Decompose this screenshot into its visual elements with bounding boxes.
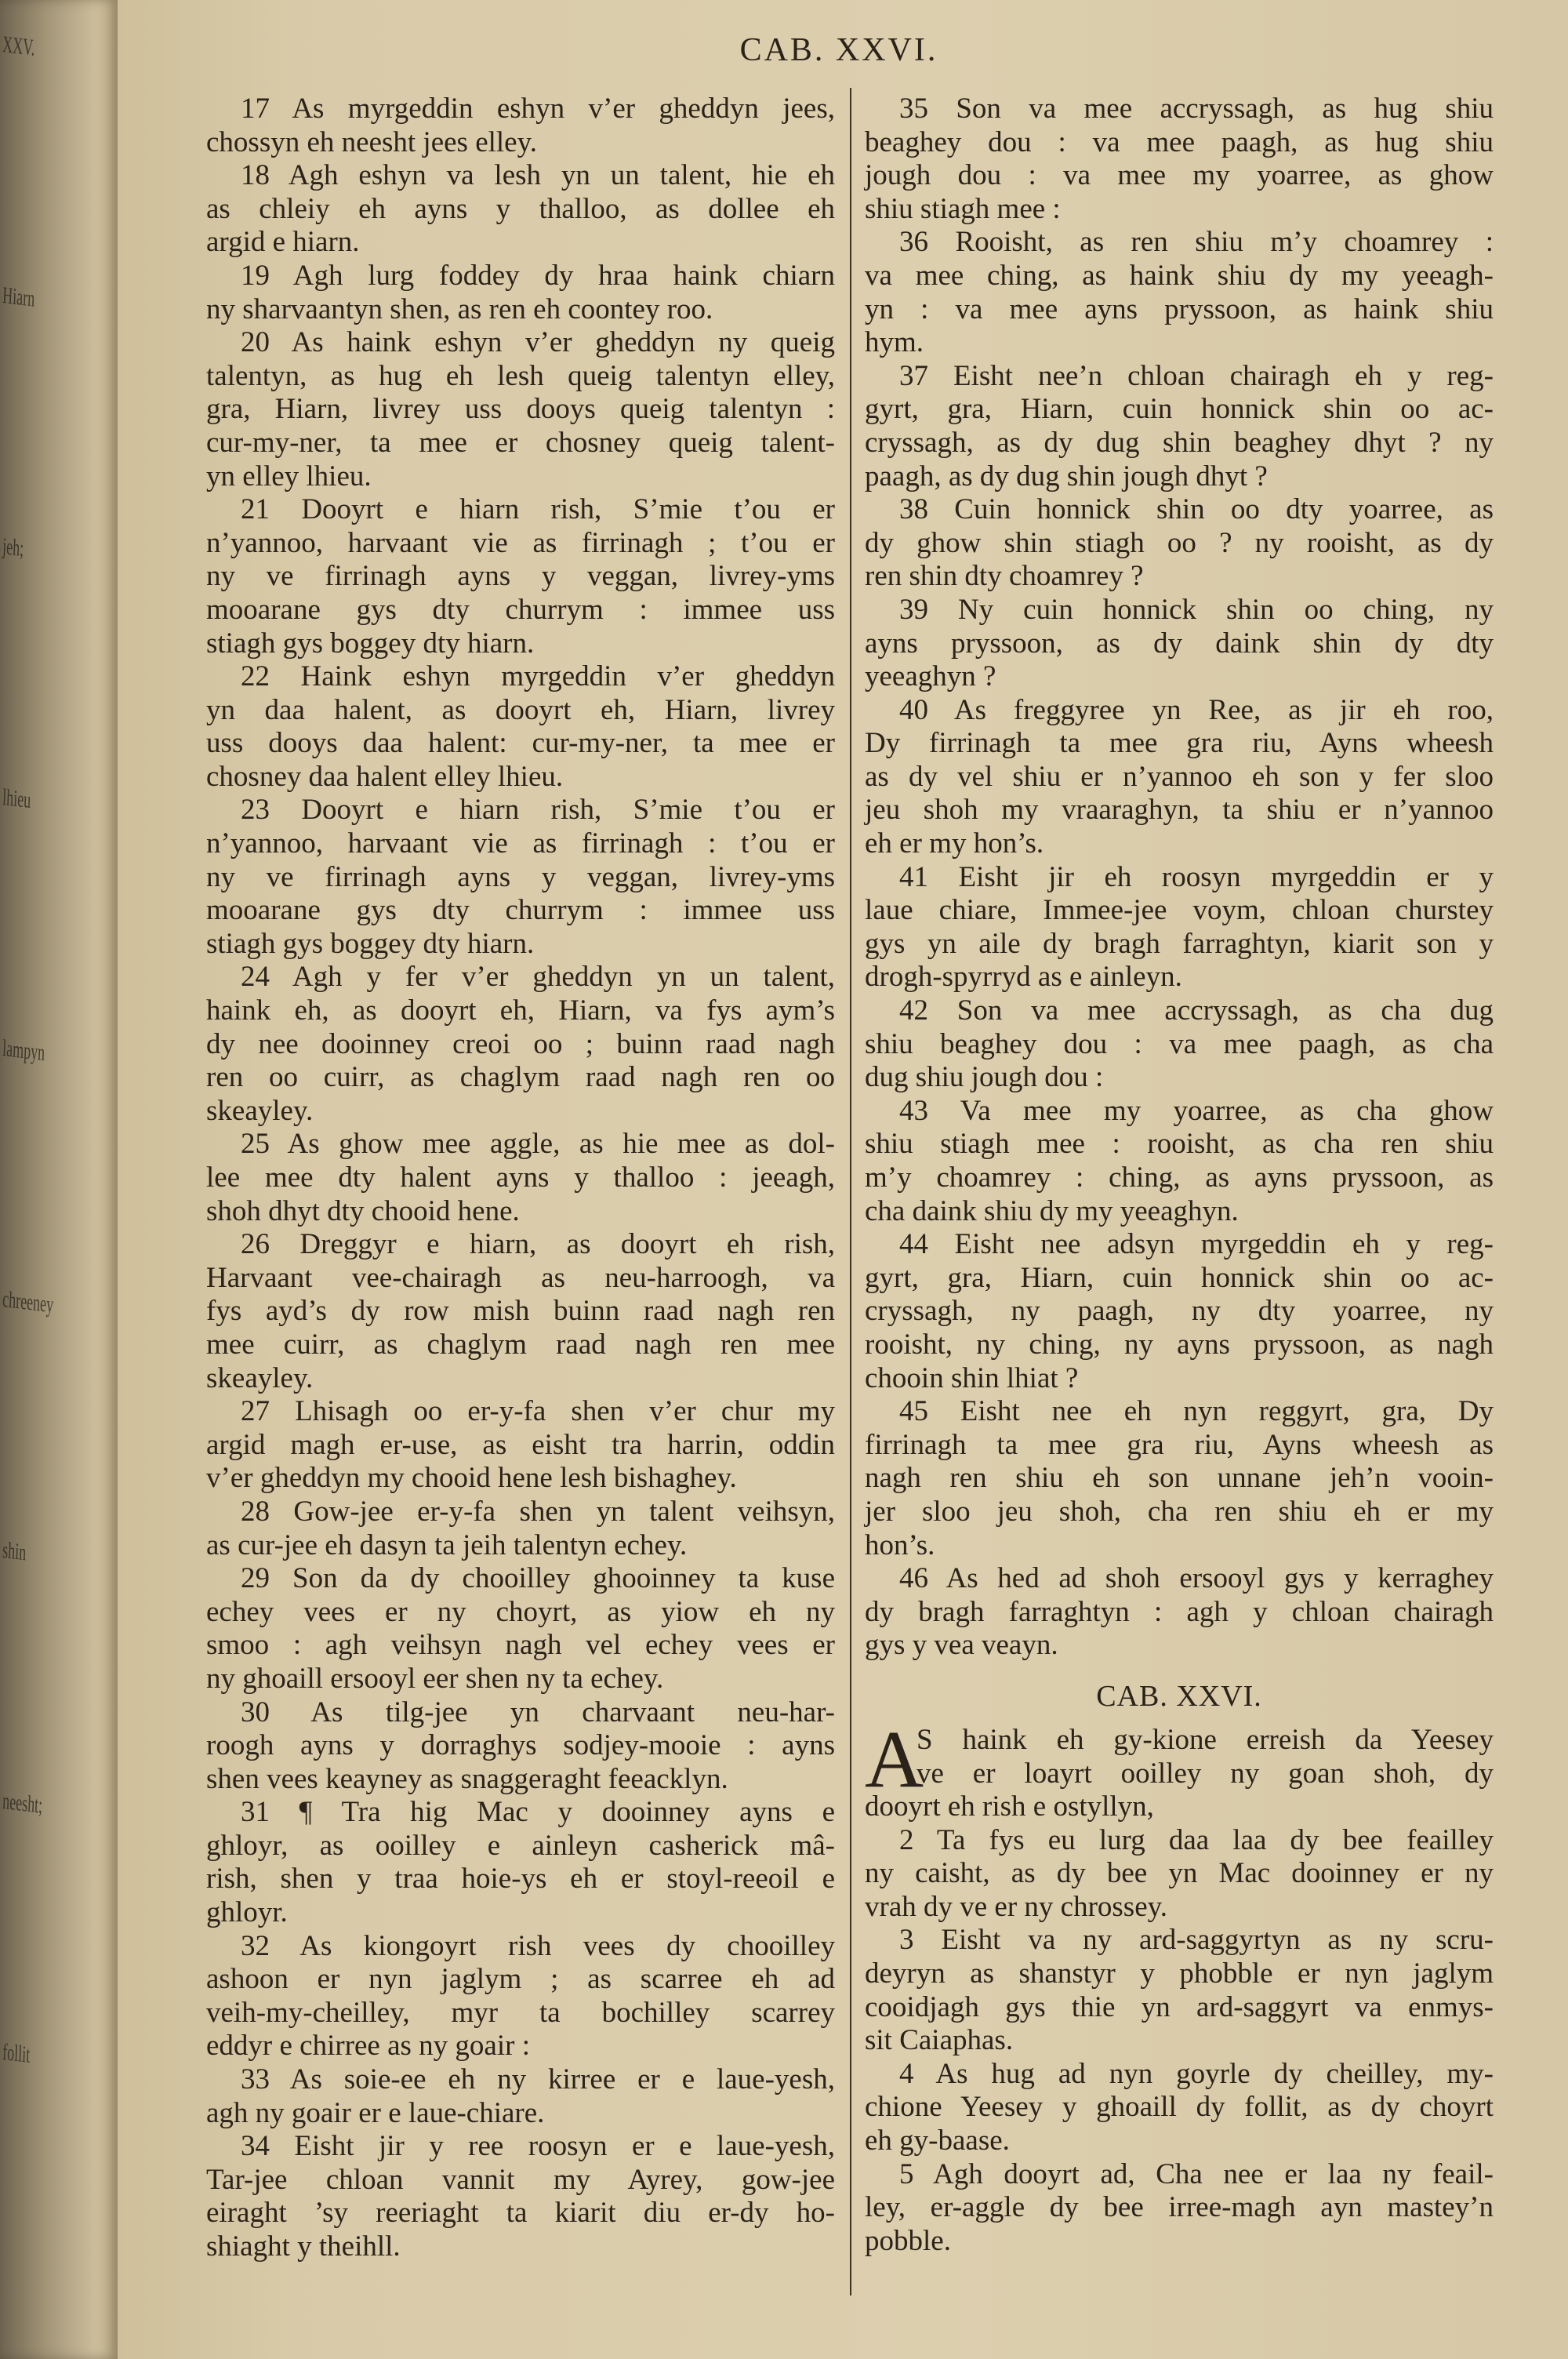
text-line: dy ghow shin stiagh oo ? ny rooisht, as dy xyxy=(865,526,1494,559)
text-line: 46 As hed ad shoh ersooyl gys y kerraghey xyxy=(899,1562,1494,1595)
text-line: ny ve firrinagh ayns y veggan, livrey-yms xyxy=(206,860,835,893)
text-line: 25 As ghow mee aggle, as hie mee as dol- xyxy=(241,1128,835,1161)
facing-page-fragment: lampyn xyxy=(2,1035,45,1067)
text-line: gyrt, gra, Hiarn, cuin honnick shin oo ac- xyxy=(865,393,1494,426)
text-line: 36 Rooisht, as ren shiu m’y choamrey : xyxy=(899,226,1494,259)
text-line: echey vees er ny choyrt, as yiow eh ny xyxy=(206,1595,835,1628)
verse-paragraph xyxy=(206,159,835,260)
text-line: 26 Dreggyr e hiarn, as dooyrt eh rish, xyxy=(241,1228,835,1261)
text-line: n’yannoo, harvaant vie as firrinagh ; t’ou er xyxy=(206,526,835,559)
text-line: laue chiare, Immee-jee voym, chloan churstey xyxy=(865,894,1494,927)
verse-paragraph xyxy=(206,1696,835,1797)
drop-cap: A xyxy=(865,1714,924,1805)
verse-paragraph xyxy=(206,794,835,961)
verse-paragraph xyxy=(206,2063,835,2130)
text-line: paagh, as dy dug shin jough dhyt ? xyxy=(865,460,1268,493)
verse-paragraph xyxy=(865,1924,1494,2057)
text-line: skeayley. xyxy=(206,1094,314,1127)
text-line: ghloyr, as ooilley e ainleyn casherick mâ- xyxy=(206,1829,835,1862)
text-line: 30 As tilg-jee yn charvaant neu-har- xyxy=(241,1696,835,1728)
text-line: hon’s. xyxy=(865,1528,935,1561)
text-line: stiagh gys boggey dty hiarn. xyxy=(206,627,535,660)
text-line: 22 Haink eshyn myrgeddin v’er gheddyn xyxy=(241,660,835,693)
facing-page-fragment: lhieu xyxy=(2,784,31,814)
text-line: shiu beaghey dou : va mee paagh, as cha xyxy=(865,1027,1494,1060)
text-line: ghloyr. xyxy=(206,1896,288,1929)
text-line: jough dou : va mee my yoarree, as ghow xyxy=(865,159,1494,192)
text-line: fys ayd’s dy row mish buinn raad nagh ren xyxy=(206,1295,835,1328)
text-line: 41 Eisht jir eh roosyn myrgeddin er y xyxy=(899,860,1494,893)
text-line: beaghey dou : va mee paagh, as hug shiu xyxy=(865,125,1494,158)
text-line: yn daa halent, as dooyrt eh, Hiarn, livrey xyxy=(206,693,835,726)
verse-paragraph xyxy=(206,961,835,1128)
text-line: dooyrt eh rish e ostyllyn, xyxy=(865,1790,1154,1823)
text-line: talentyn, as hug eh lesh queig talentyn elley, xyxy=(206,359,835,392)
text-line: 31 ¶ Tra hig Mac y dooinney ayns e xyxy=(241,1796,835,1829)
text-line: 35 Son va mee accryssagh, as hug shiu xyxy=(899,93,1494,125)
text-line: 42 Son va mee accryssagh, as cha dug xyxy=(899,994,1494,1027)
verse-paragraph xyxy=(865,994,1494,1095)
text-line: mooarane gys dty churrym : immee uss xyxy=(206,894,835,927)
text-line: eh er my hon’s. xyxy=(865,827,1044,860)
text-line: 2 Ta fys eu lurg daa laa dy bee feailley xyxy=(899,1823,1494,1856)
text-line: eiraght ’sy reeriaght ta kiarit diu er-dy ho- xyxy=(206,2197,835,2230)
text-line: chooin shin lhiat ? xyxy=(865,1361,1079,1394)
text-line: mooarane gys dty churrym : immee uss xyxy=(206,593,835,626)
text-line: as dy vel shiu er n’yannoo eh son y fer sloo xyxy=(865,760,1494,793)
text-line: ayns pryssoon, as dy daink shin dy dty xyxy=(865,627,1494,660)
text-line: as cur-jee eh dasyn ta jeih talentyn echey. xyxy=(206,1528,688,1561)
text-line: 32 As kiongoyrt rish vees dy chooilley xyxy=(241,1929,835,1962)
verse-paragraph xyxy=(206,1395,835,1496)
text-line: veih-my-cheilley, myr ta bochilley scarrey xyxy=(206,1996,835,2029)
verse-paragraph xyxy=(865,1095,1494,1228)
text-line: 3 Eisht va ny ard-saggyrtyn as ny scru- xyxy=(899,1924,1494,1957)
text-line: eh gy-baase. xyxy=(865,2125,1010,2157)
verse-paragraph xyxy=(865,1228,1494,1395)
text-line: chosney daa halent elley lhieu. xyxy=(206,760,564,793)
text-line: vrah dy ve er ny chrossey. xyxy=(865,1890,1167,1923)
text-line: Tar-jee chloan vannit my Ayrey, gow-jee xyxy=(206,2163,835,2196)
verse-paragraph xyxy=(206,2130,835,2263)
text-line: agh ny goair er e laue-chiare. xyxy=(206,2096,545,2129)
text-line: cryssagh, ny paagh, ny dty yoarree, ny xyxy=(865,1295,1494,1328)
text-line: gyrt, gra, Hiarn, cuin honnick shin oo ac- xyxy=(865,1261,1494,1294)
text-line: 38 Cuin honnick shin oo dty yoarree, as xyxy=(899,493,1494,526)
text-line: 45 Eisht nee eh nyn reggyrt, gra, Dy xyxy=(899,1395,1494,1428)
text-line: ve er loayrt ooilley ny goan shoh, dy xyxy=(916,1757,1494,1790)
text-line: drogh-spyrryd as e ainleyn. xyxy=(865,961,1182,994)
text-line: as chleiy eh ayns y thalloo, as dollee eh xyxy=(206,192,835,225)
text-line: dug shiu jough dou : xyxy=(865,1061,1104,1094)
text-line: argid magh er-use, as eisht tra harrin, oddin xyxy=(206,1428,835,1461)
verse-paragraph xyxy=(865,1562,1494,1663)
chapter-body xyxy=(865,1714,1494,2259)
text-line: shiu stiagh mee : xyxy=(865,192,1061,225)
verse-paragraph xyxy=(865,226,1494,359)
text-line: 27 Lhisagh oo er-y-fa shen v’er chur my xyxy=(241,1395,835,1428)
verse-paragraph xyxy=(865,1724,1494,1824)
text-line: chossyn eh neesht jees elley. xyxy=(206,125,537,158)
text-line: rish, shen y traa hoie-ys eh er stoyl-reeoil e xyxy=(206,1863,835,1896)
text-line: 29 Son da dy chooilley ghooinney ta kuse xyxy=(241,1562,835,1595)
text-line: shiaght y theihll. xyxy=(206,2230,401,2263)
verse-paragraph xyxy=(865,861,1494,994)
text-line: 4 As hug ad nyn goyrle dy cheilley, my- xyxy=(899,2057,1494,2090)
text-line: dy nee dooinney creoi oo ; buinn raad nagh xyxy=(206,1027,835,1060)
text-line: cur-my-ner, ta mee er chosney queig talent- xyxy=(206,426,835,459)
verse-paragraph xyxy=(206,1796,835,1929)
text-line: S haink eh gy-kione erreish da Yeesey xyxy=(916,1723,1494,1756)
facing-page-fragment: neesht; xyxy=(2,1788,43,1819)
text-line: lee mee dty halent ayns y thalloo : jeeagh, xyxy=(206,1161,835,1194)
verse-paragraph xyxy=(865,1824,1494,1925)
text-line: 40 As freggyree yn Ree, as jir eh roo, xyxy=(899,693,1494,726)
text-line: stiagh gys boggey dty hiarn. xyxy=(206,927,535,960)
text-line: 33 As soie-ee eh ny kirree er e laue-yesh, xyxy=(241,2063,835,2096)
text-line: Harvaant vee-chairagh as neu-harroogh, va xyxy=(206,1261,835,1294)
verse-paragraph xyxy=(206,260,835,326)
text-line: jeu shoh my vraaraghyn, ta shiu er n’yannoo xyxy=(865,794,1494,827)
text-line: yeeaghyn ? xyxy=(865,660,996,693)
verse-paragraph xyxy=(865,594,1494,694)
text-line: yn : va mee ayns pryssoon, as haink shiu xyxy=(865,293,1494,325)
text-line: 44 Eisht nee adsyn myrgeddin eh y reg- xyxy=(899,1228,1494,1261)
text-line: deyryn as shanstyr y phobble er nyn jaglym xyxy=(865,1957,1494,1990)
text-line: 19 Agh lurg foddey dy hraa haink chiarn xyxy=(241,259,835,292)
text-line: ny caisht, as dy bee yn Mac dooinney er ny xyxy=(865,1857,1494,1890)
text-line: va mee ching, as haink shiu dy my yeeagh- xyxy=(865,259,1494,292)
verse-paragraph xyxy=(206,1930,835,2063)
verse-paragraph xyxy=(206,1496,835,1562)
text-line: ashoon er nyn jaglym ; as scarree eh ad xyxy=(206,1963,835,1996)
verse-paragraph xyxy=(206,660,835,794)
text-line: ny sharvaantyn shen, as ren eh coontey roo. xyxy=(206,293,713,325)
text-line: 39 Ny cuin honnick shin oo ching, ny xyxy=(899,593,1494,626)
text-line: 21 Dooyrt e hiarn rish, S’mie t’ou er xyxy=(241,493,835,526)
text-line: cryssagh, as dy dug shin beaghey dhyt ? ny xyxy=(865,426,1494,459)
text-line: shiu stiagh mee : rooisht, as cha ren shiu xyxy=(865,1128,1494,1161)
text-line: 5 Agh dooyrt ad, Cha nee er laa ny feail- xyxy=(899,2157,1494,2190)
verse-paragraph xyxy=(206,493,835,660)
text-line: ley, er-aggle dy bee irree-magh ayn mastey’n xyxy=(865,2191,1494,2224)
facing-page-fragment: shin xyxy=(2,1537,27,1566)
text-line: gra, Hiarn, livrey uss dooys queig talentyn : xyxy=(206,393,835,426)
verse-paragraph xyxy=(206,1562,835,1696)
verse-paragraph xyxy=(865,360,1494,493)
text-line: skeayley. xyxy=(206,1361,314,1394)
text-line: jer sloo jeu shoh, cha ren shiu eh er my xyxy=(865,1495,1494,1528)
chapter-heading: CAB. XXVI. xyxy=(1096,1679,1262,1713)
right-column xyxy=(865,93,1494,2258)
text-line: ren shin dty choamrey ? xyxy=(865,560,1144,593)
facing-page-fragment: jeh; xyxy=(2,533,24,562)
text-line: 24 Agh y fer v’er gheddyn yn un talent, xyxy=(241,961,835,994)
text-line: chione Yeesey y ghoaill dy follit, as dy choyrt xyxy=(865,2091,1494,2124)
facing-page-fragment: follit xyxy=(2,2039,31,2068)
text-line: 23 Dooyrt e hiarn rish, S’mie t’ou er xyxy=(241,794,835,827)
text-line: haink eh, as dooyrt eh, Hiarn, va fys aym’s xyxy=(206,994,835,1027)
facing-page-fragment: chreeney xyxy=(2,1286,54,1318)
text-line: shen vees keayney as snaggeraght feeacklyn. xyxy=(206,1762,728,1795)
verse-paragraph xyxy=(865,2058,1494,2158)
text-line: v’er gheddyn my chooid hene lesh bishaghey. xyxy=(206,1462,737,1495)
text-line: cha daink shiu dy my yeeaghyn. xyxy=(865,1194,1239,1227)
text-line: mee cuirr, as chaglym raad nagh ren mee xyxy=(206,1328,835,1361)
facing-page-fragment: XXV. xyxy=(2,31,36,61)
text-line: 43 Va mee my yoarree, as cha ghow xyxy=(899,1094,1494,1127)
column-divider xyxy=(850,88,851,2295)
text-line: n’yannoo, harvaant vie as firrinagh : t’ou er xyxy=(206,827,835,860)
running-head-text: CAB. XXVI. xyxy=(739,32,938,68)
verse-paragraph xyxy=(865,1395,1494,1562)
text-line: smoo : agh veihsyn nagh vel echey vees er xyxy=(206,1629,835,1662)
text-line: gys yn aile dy bragh farraghtyn, kiarit son y xyxy=(865,927,1494,960)
text-line: hym. xyxy=(865,326,924,359)
text-line: 20 As haink eshyn v’er gheddyn ny queig xyxy=(241,326,835,359)
running-head xyxy=(0,31,1568,69)
text-line: uss dooys daa halent: cur-my-ner, ta mee er xyxy=(206,727,835,760)
text-line: cooidjagh gys thie yn ard-saggyrt va enmys- xyxy=(865,1990,1494,2023)
text-line: yn elley lhieu. xyxy=(206,460,372,493)
text-line: nagh ren shiu eh son unnane jeh’n vooin- xyxy=(865,1462,1494,1495)
text-line: dy bragh farraghtyn : agh y chloan chairagh xyxy=(865,1595,1494,1628)
verse-paragraph xyxy=(865,694,1494,861)
text-line: sit Caiaphas. xyxy=(865,2024,1014,2057)
text-line: roogh ayns y dorraghys sodjey-mooie : ayns xyxy=(206,1729,835,1762)
text-line: Dy firrinagh ta mee gra riu, Ayns wheesh xyxy=(865,727,1494,760)
text-line: ren oo cuirr, as chaglym raad nagh ren oo xyxy=(206,1061,835,1094)
text-line: shoh dhyt dty chooid hene. xyxy=(206,1194,520,1227)
text-line: firrinagh ta mee gra riu, Ayns wheesh as xyxy=(865,1428,1494,1461)
verse-paragraph xyxy=(206,1128,835,1228)
text-line: 34 Eisht jir y ree roosyn er e laue-yesh, xyxy=(241,2130,835,2163)
text-line: ny ve firrinagh ayns y veggan, livrey-yms xyxy=(206,560,835,593)
verse-paragraph xyxy=(206,1228,835,1395)
text-line: ny ghoaill ersooyl eer shen ny ta echey. xyxy=(206,1662,664,1695)
verse-paragraph xyxy=(865,493,1494,594)
text-line: 18 Agh eshyn va lesh yn un talent, hie eh xyxy=(241,159,835,192)
verse-paragraph xyxy=(206,326,835,493)
text-line: m’y choamrey : ching, as ayns pryssoon, as xyxy=(865,1161,1494,1194)
facing-page-edge xyxy=(0,0,118,2359)
text-line: argid e hiarn. xyxy=(206,226,360,259)
text-line: eddyr e chirree as ny goair : xyxy=(206,2030,530,2063)
text-line: 28 Gow-jee er-y-fa shen yn talent veihsyn, xyxy=(241,1495,835,1528)
text-line: rooisht, ny ching, ny ayns pryssoon, as nagh xyxy=(865,1328,1494,1361)
text-line: 17 As myrgeddin eshyn v’er gheddyn jees, xyxy=(241,93,835,125)
verse-paragraph xyxy=(865,93,1494,226)
verse-paragraph xyxy=(206,93,835,159)
text-line: pobble. xyxy=(865,2224,951,2257)
facing-page-fragment: Hiarn xyxy=(2,282,35,312)
text-line: gys y vea veayn. xyxy=(865,1629,1058,1662)
text-line: 37 Eisht nee’n chloan chairagh eh y reg- xyxy=(899,359,1494,392)
verse-paragraph xyxy=(865,2158,1494,2259)
left-column xyxy=(206,93,835,2264)
